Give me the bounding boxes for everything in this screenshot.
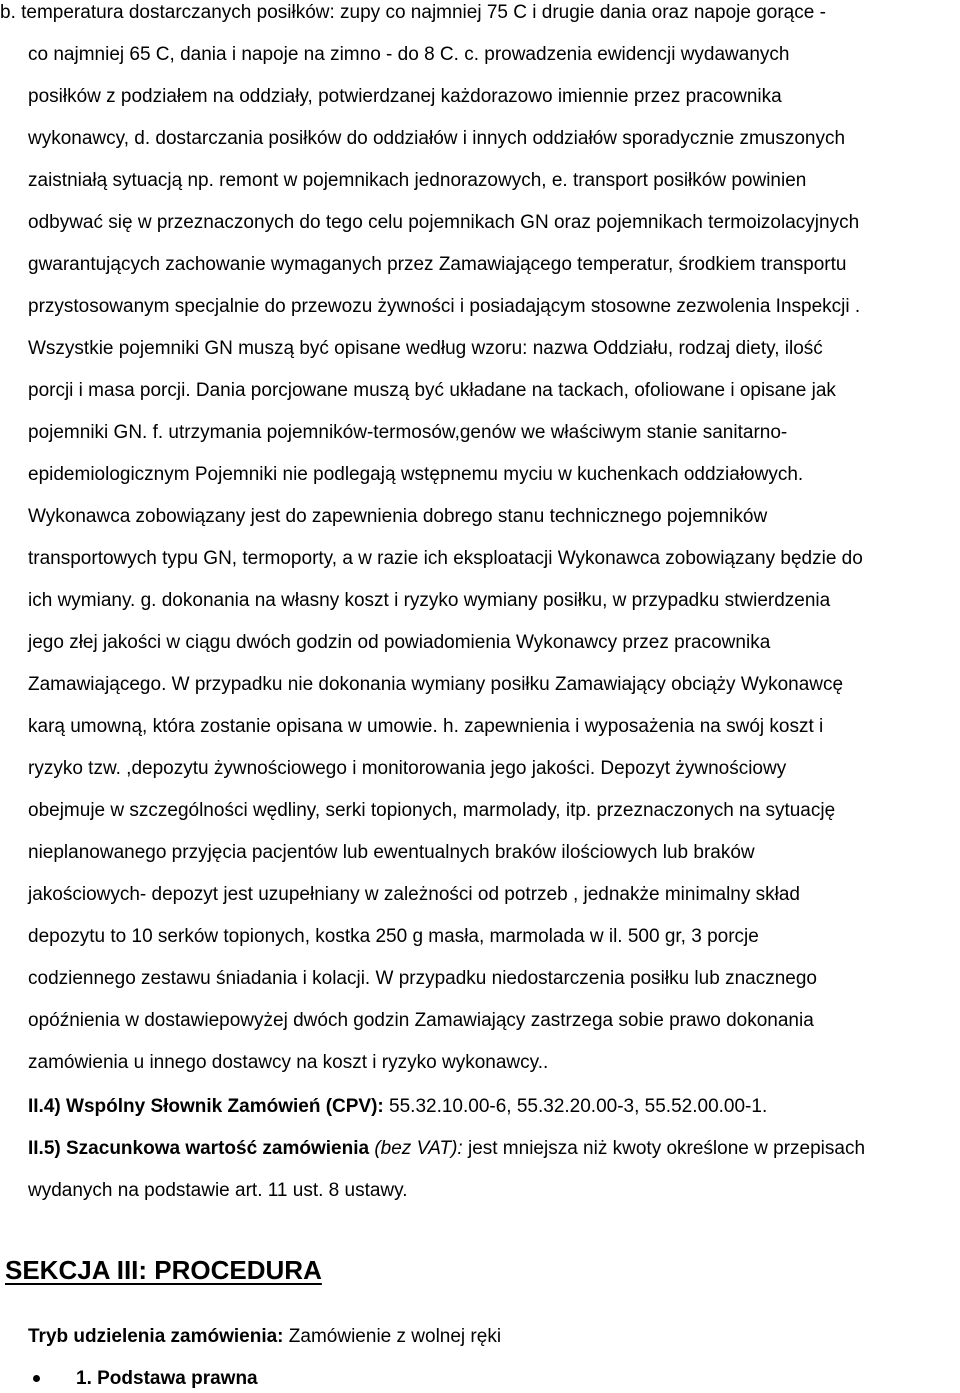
paragraph-line: b. temperatura dostarczanych posiłków: zupy co najmniej 75 C i drugie dania oraz napoje gorące -: [0, 2, 826, 23]
procedure-value: Zamówienie z wolnej ręki: [283, 1326, 502, 1347]
bullet-icon: [33, 1375, 40, 1382]
cpv-line: [28, 1095, 767, 1119]
section-heading: SEKCJA III: PROCEDURA: [5, 1255, 322, 1285]
paragraph-line: co najmniej 65 C, dania i napoje na zimno - do 8 C. c. prowadzenia ewidencji wydawanych: [28, 44, 790, 65]
paragraph-line: obejmuje w szczególności wędliny, serki topionych, marmolady, itp. przeznaczonych na sytuację: [28, 800, 836, 821]
estimate-label: Szacunkowa wartość zamówienia: [60, 1138, 370, 1159]
paragraph-line: jego złej jakości w ciągu dwóch godzin od powiadomienia Wykonawcy przez pracownika: [28, 632, 771, 653]
cpv-label: II.4) Wspólny Słownik Zamówień (CPV):: [28, 1096, 384, 1117]
estimate-number: II.5): [28, 1138, 61, 1159]
paragraph-line: przystosowanym specjalnie do przewozu żywności i posiadającym stosowne zezwolenia Inspekcji .: [28, 296, 861, 317]
paragraph-line: wykonawcy, d. dostarczania posiłków do oddziałów i innych oddziałów sporadycznie zmuszonych: [28, 128, 846, 149]
estimate-line-2: wydanych na podstawie art. 11 ust. 8 ustawy.: [28, 1180, 408, 1201]
paragraph-line: porcji i masa porcji. Dania porcjowane muszą być układane na tackach, ofoliowane i opisane jak: [28, 380, 836, 401]
paragraph-line: zaistniałą sytuacją np. remont w pojemnikach jednorazowych, e. transport posiłków powinien: [28, 170, 807, 191]
paragraph-line: nieplanowanego przyjęcia pacjentów lub ewentualnych braków ilościowych lub braków: [28, 842, 755, 863]
paragraph-line: odbywać się w przeznaczonych do tego celu pojemnikach GN oraz pojemnikach termoizolacyjnych: [28, 212, 860, 233]
estimate-text: jest mniejsza niż kwoty określone w przepisach: [462, 1138, 866, 1159]
paragraph-line: ich wymiany. g. dokonania na własny koszt i ryzyko wymiany posiłku, w przypadku stwierdzenia: [28, 590, 831, 611]
procedure-line: [28, 1325, 501, 1349]
paragraph-line: epidemiologicznym Pojemniki nie podlegają wstępnemu myciu w kuchenkach oddziałowych.: [28, 464, 804, 485]
paragraph-line: zamówienia u innego dostawcy na koszt i ryzyko wykonawcy..: [28, 1052, 549, 1073]
paragraph-line: codziennego zestawu śniadania i kolacji. W przypadku niedostarczenia posiłku lub znacznego: [28, 968, 817, 989]
paragraph-line: transportowych typu GN, termoporty, a w razie ich eksploatacji Wykonawca zobowiązany będzie do: [28, 548, 863, 569]
paragraph-line: jakościowych- depozyt jest uzupełniany w zależności od potrzeb , jednakże minimalny skład: [28, 884, 800, 905]
list-item: 1. Podstawa prawna: [76, 1368, 258, 1389]
paragraph-line: gwarantujących zachowanie wymaganych przez Zamawiającego temperatur, środkiem transportu: [28, 254, 847, 275]
paragraph-line: opóźnienia w dostawiepowyżej dwóch godzin Zamawiający zastrzega sobie prawo dokonania: [28, 1010, 814, 1031]
paragraph-line: Zamawiającego. W przypadku nie dokonania wymiany posiłku Zamawiający obciąży Wykonawcę: [28, 674, 844, 695]
paragraph-line: pojemniki GN. f. utrzymania pojemników-termosów,genów we właściwym stanie sanitarno-: [28, 422, 788, 443]
paragraph-line: posiłków z podziałem na oddziały, potwierdzanej każdorazowo imiennie przez pracownika: [28, 86, 782, 107]
estimate-vat: (bez VAT):: [369, 1138, 463, 1159]
paragraph-line: karą umowną, która zostanie opisana w umowie. h. zapewnienia i wyposażenia na swój koszt i: [28, 716, 824, 737]
estimate-line: [28, 1137, 865, 1161]
paragraph-line: depozytu to 10 serków topionych, kostka 250 g masła, marmolada w il. 500 gr, 3 porcje: [28, 926, 759, 947]
paragraph-line: Wszystkie pojemniki GN muszą być opisane według wzoru: nazwa Oddziału, rodzaj diety, ilość: [28, 338, 823, 359]
paragraph-line: ryzyko tzw. ,depozytu żywnościowego i monitorowania jego jakości. Depozyt żywnościowy: [28, 758, 787, 779]
paragraph-line: Wykonawca zobowiązany jest do zapewnienia dobrego stanu technicznego pojemników: [28, 506, 768, 527]
cpv-value: 55.32.10.00-6, 55.32.20.00-3, 55.52.00.00-1.: [383, 1096, 768, 1117]
procedure-label: Tryb udzielenia zamówienia:: [28, 1326, 284, 1347]
